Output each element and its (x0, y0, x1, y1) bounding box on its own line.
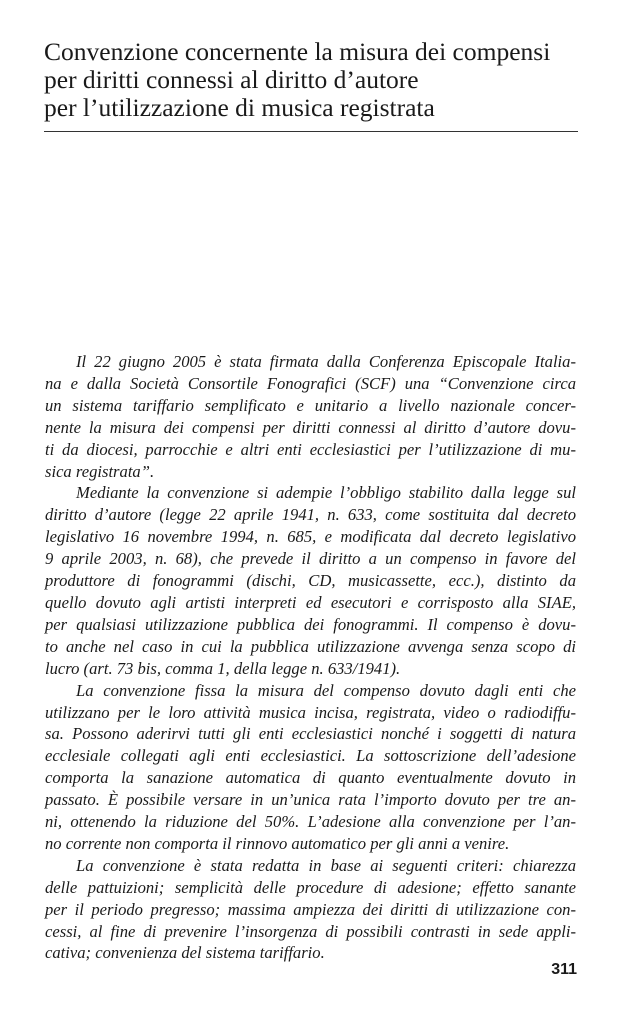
text-line: un sistema tariffario semplificato e unitario a livello nazionale concer- (45, 395, 576, 415)
text-line: na e dalla Società Consortile Fonografici (SCF) una “Convenzione circa (45, 373, 576, 393)
text-line: La convenzione fissa la misura del compenso dovuto dagli enti che (76, 680, 576, 700)
text-line: delle pattuizioni; semplicità delle procedure di adesione; effetto sanante (45, 877, 576, 897)
text-line: Mediante la convenzione si adempie l’obbligo stabilito dalla legge sul (76, 483, 576, 503)
text-line: Il 22 giugno 2005 è stata firmata dalla Conferenza Episcopale Italia- (76, 352, 576, 371)
text-line: utilizzano per le loro attività musica incisa, registrata, video o radiodiffu- (45, 702, 576, 722)
text-line: to anche nel caso in cui la pubblica utilizzazione avvenga senza scopo di (45, 636, 576, 656)
text-line: legislativo 16 novembre 1994, n. 685, e modificata dal decreto legislativo (45, 527, 576, 547)
text-line: cessi, al fine di prevenire l’insorgenza di possibili contrasti in sede appli- (45, 921, 576, 941)
paragraph (45, 680, 576, 855)
body-text (45, 351, 576, 964)
text-line: 9 aprile 2003, n. 68), che prevede il diritto a un compenso in favore del (45, 549, 576, 569)
title-line: per l’utilizzazione di musica registrata (44, 93, 435, 122)
title-line: Convenzione concernente la misura dei compensi (44, 37, 551, 66)
paragraph (45, 482, 576, 679)
text-line: lucro (art. 73 bis, comma 1, della legge n. 633/1941). (45, 658, 401, 678)
text-line: comporta la sanazione automatica di quanto eventualmente dovuto in (45, 768, 576, 788)
text-line: quello dovuto agli artisti interpreti ed esecutori e corrisposto alla SIAE, (45, 592, 576, 612)
text-line: produttore di fonogrammi (dischi, CD, musicassette, ecc.), distinto da (45, 571, 576, 591)
text-line: diritto d’autore (legge 22 aprile 1941, n. 633, come sostituita dal decreto (45, 505, 576, 525)
title-divider (44, 131, 578, 132)
text-line: ecclesiale collegati agli enti ecclesiastici. La sottoscrizione dell’adesione (45, 746, 576, 766)
text-line: La convenzione è stata redatta in base ai seguenti criteri: chiarezza (76, 855, 576, 875)
text-line: ti da diocesi, parrocchie e altri enti ecclesiastici per l’utilizzazione di mu- (45, 439, 576, 459)
text-line: nente la misura dei compensi per diritti connessi al diritto d’autore dovu- (45, 417, 576, 437)
page-number: 311 (551, 961, 577, 978)
paragraph (45, 855, 576, 965)
text-line: no corrente non comporta il rinnovo automatico per gli anni a venire. (45, 833, 510, 853)
title-line: per diritti connessi al diritto d’autore (44, 65, 419, 94)
page-title (44, 38, 584, 122)
text-line: per il periodo pregresso; massima ampiezza dei diritti di utilizzazione con- (45, 899, 576, 919)
text-line: ni, ottenendo la riduzione del 50%. L’adesione alla convenzione per l’an- (45, 812, 576, 832)
text-line: sica registrata”. (45, 461, 155, 481)
text-line: passato. È possibile versare in un’unica rata l’importo dovuto per tre an- (45, 790, 576, 810)
text-line: sa. Possono aderirvi tutti gli enti ecclesiastici nonché i soggetti di natura (45, 724, 576, 744)
text-line: cativa; convenienza del sistema tariffario. (45, 943, 325, 963)
paragraph (45, 351, 576, 482)
text-line: per qualsiasi utilizzazione pubblica dei fonogrammi. Il compenso è dovu- (45, 614, 576, 634)
